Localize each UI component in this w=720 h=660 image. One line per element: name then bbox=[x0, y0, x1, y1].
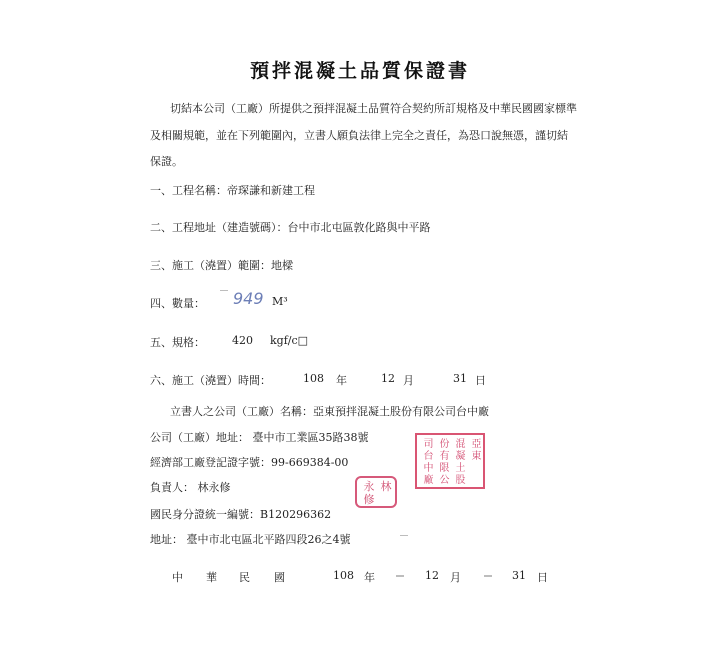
company-seal-text-1: 亞東 bbox=[471, 439, 482, 462]
time-year-unit: 年 bbox=[336, 374, 347, 387]
footer-char-4: 國 bbox=[274, 571, 285, 584]
time-day-unit: 日 bbox=[475, 374, 486, 387]
footer-year: 108 bbox=[333, 569, 354, 582]
signer-address: 公司（工廠）地址： 臺中市工業區35路38號 bbox=[150, 431, 369, 444]
personal-seal bbox=[355, 476, 397, 508]
scan-mark bbox=[396, 575, 404, 577]
time-year: 108 bbox=[303, 372, 324, 385]
footer-day: 31 bbox=[512, 569, 526, 582]
national-id: 國民身分證統一編號：B120296362 bbox=[150, 508, 332, 521]
spec-unit: kgf/c□ bbox=[270, 334, 309, 347]
statement-line-3: 保證。 bbox=[150, 155, 183, 168]
company-seal-text-2: 混凝土股 bbox=[455, 439, 466, 486]
quantity-label: 四、數量： bbox=[150, 297, 205, 310]
quantity-unit: M³ bbox=[272, 295, 288, 308]
company-seal bbox=[415, 433, 485, 489]
statement-line-1: 切結本公司（工廠）所提供之預拌混凝土品質符合契約所訂規格及中華民國國家標準 bbox=[170, 102, 577, 115]
person-in-charge: 負責人： 林永修 bbox=[150, 481, 231, 494]
project-name: 一、工程名稱：帝琛謙和新建工程 bbox=[150, 184, 315, 197]
spec-label: 五、規格： bbox=[150, 336, 205, 349]
footer-char-3: 民 bbox=[239, 571, 250, 584]
document-title: 預拌混凝土品質保證書 bbox=[249, 60, 470, 82]
time-day: 31 bbox=[453, 372, 467, 385]
footer-month-unit: 月 bbox=[450, 571, 461, 584]
home-address: 地址： 臺中市北屯區北平路四段26之4號 bbox=[150, 533, 351, 546]
signer-company: 立書人之公司（工廠）名稱：亞東預拌混凝土股份有限公司台中廠 bbox=[170, 405, 489, 418]
company-seal-text-4: 司台中廠 bbox=[423, 439, 434, 486]
scan-mark bbox=[484, 575, 492, 577]
footer-year-unit: 年 bbox=[364, 571, 375, 584]
spec-value: 420 bbox=[232, 334, 253, 347]
scan-mark bbox=[400, 535, 408, 536]
personal-seal-text-1: 永修 bbox=[363, 480, 375, 506]
footer-month: 12 bbox=[425, 569, 439, 582]
time-month-unit: 月 bbox=[403, 374, 414, 387]
company-seal-text-3: 份有限公 bbox=[439, 439, 450, 486]
factory-registration: 經濟部工廠登記證字號：99-669384-00 bbox=[150, 456, 349, 469]
time-label: 六、施工（澆置）時間： bbox=[150, 374, 271, 387]
footer-day-unit: 日 bbox=[537, 571, 548, 584]
footer-char-1: 中 bbox=[172, 571, 183, 584]
statement-line-2: 及相關規範，並在下列範圍內，立書人願負法律上完全之責任，為恐口說無憑，謹切結 bbox=[150, 129, 568, 142]
pour-scope: 三、施工（澆置）範圍：地樑 bbox=[150, 259, 293, 272]
quantity-handwritten: 949 bbox=[233, 289, 264, 308]
footer-char-2: 華 bbox=[206, 571, 217, 584]
time-month: 12 bbox=[381, 372, 395, 385]
project-address: 二、工程地址（建造號碼）：台中市北屯區敦化路與中平路 bbox=[150, 221, 431, 234]
scan-mark bbox=[220, 290, 228, 291]
personal-seal-text-2: 林 bbox=[380, 480, 392, 493]
